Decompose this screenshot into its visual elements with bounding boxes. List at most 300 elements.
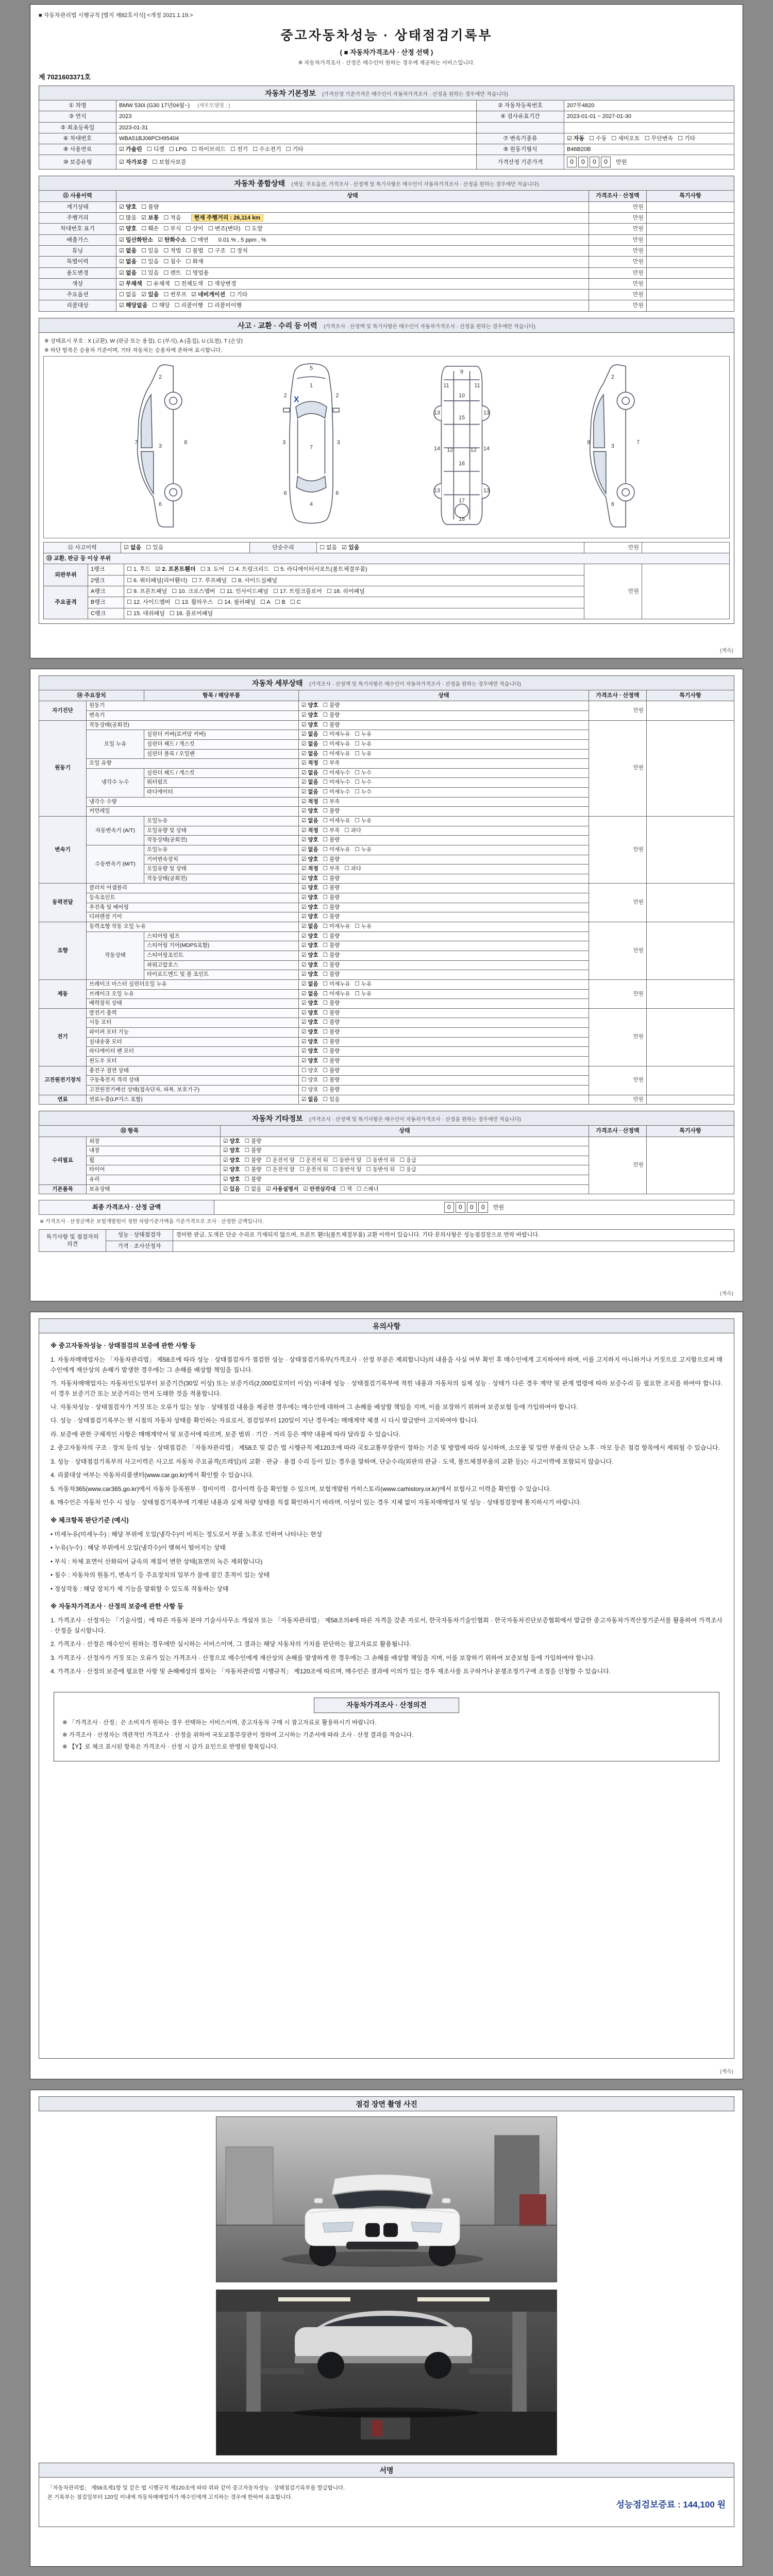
checkbox-option[interactable]: ☐ 7. 루프패널 <box>192 577 227 584</box>
section-photos-title: 점검 장면 촬영 사진 <box>356 2100 417 2108</box>
sub-group-label: 오일 누유 <box>87 730 144 759</box>
checkbox-option[interactable]: ☐ 4. 트렁크리드 <box>229 566 270 573</box>
checkbox-option[interactable]: ☐ 5. 라디에이터서포트(볼트체결부품) <box>274 566 367 573</box>
table-row <box>39 201 734 212</box>
price-unit: 만원 <box>616 159 627 166</box>
checkbox-option[interactable]: ☐ 불량 <box>323 1029 340 1036</box>
inspection-fee-value: 144,100 원 <box>683 2500 726 2510</box>
checkbox-option[interactable]: ☑ 양호 <box>223 1138 240 1144</box>
inspection-photo-front <box>216 2116 557 2282</box>
checkbox-option[interactable]: ☐ 불량 <box>323 1000 340 1007</box>
notice-block1 <box>51 1355 722 1507</box>
comprehensive-table <box>39 190 734 311</box>
checkbox-option[interactable]: ☐ 양호 <box>301 1077 318 1083</box>
checkbox-option[interactable]: ☑ 없음 <box>301 990 318 997</box>
checkbox-option[interactable]: ☐ 적법 <box>163 247 181 254</box>
checkbox-option[interactable]: ☐ A <box>260 599 271 606</box>
section-etc-title: 자동차 기타정보 <box>252 1114 303 1123</box>
checkbox-option[interactable]: ☐ 11. 인사이드패널 <box>220 588 268 595</box>
checkbox-option[interactable]: ☐ 있음 <box>323 1096 340 1103</box>
checkbox-option[interactable]: ☐ 불량 <box>244 1157 262 1163</box>
table-row <box>39 1200 734 1215</box>
checkbox-option[interactable]: ☐ 불량 <box>323 808 340 815</box>
checkbox-option[interactable]: ☐ 불량 <box>323 1067 340 1074</box>
checkbox-option[interactable]: ☐ 미세누유 <box>323 750 350 757</box>
checkbox-option[interactable]: ☐ 불량 <box>323 904 340 910</box>
checkbox-option[interactable]: ☐ 하이브리드 <box>191 146 226 153</box>
notice-paragraph: 2. 가격조사 · 산정은 매수인이 원하는 경우에만 실시하는 서비스이며, 그 결과는 해당 자동차의 가치를 판단하는 참고자료로 활용됩니다. <box>51 1640 411 1648</box>
checkbox-option[interactable]: ☑ 적정 <box>301 798 318 805</box>
checkbox-option[interactable]: ☑ 양호 <box>301 971 318 978</box>
checkbox-option[interactable]: ☐ 불량 <box>244 1166 262 1173</box>
year-value: 2023 <box>116 111 477 122</box>
table-row <box>39 1241 734 1251</box>
section-sign-header <box>39 2463 734 2478</box>
sign-area <box>39 2478 734 2527</box>
col-remark: 특기사항 <box>647 1126 734 1137</box>
checkbox-option[interactable]: ☐ 부족 <box>323 798 340 805</box>
checkbox-option[interactable]: ☐ 구조 <box>208 247 226 254</box>
price-cell: 만원 <box>589 816 647 883</box>
checkbox-option[interactable]: ☐ 불량 <box>323 894 340 901</box>
checkbox-option[interactable]: ☑ 양호 <box>301 721 318 728</box>
state-cell <box>299 989 589 999</box>
checkbox-option[interactable]: ☐ 누유 <box>355 750 372 757</box>
checkbox-option[interactable]: ☑ 양호 <box>301 856 318 862</box>
col-use-history: ⑪ 사용이력 <box>39 191 116 201</box>
checkbox-option[interactable]: ☐ 누유 <box>355 740 372 747</box>
checkbox-option[interactable]: ☐ 수소전기 <box>253 146 281 153</box>
checkbox-option[interactable]: ☑ 없음 <box>124 544 142 551</box>
price-cell: 만원 <box>589 224 647 234</box>
checkbox-option[interactable]: ☑ 양호 <box>301 837 318 843</box>
checkbox-option[interactable]: ☐ 18. 리어패널 <box>326 588 365 595</box>
checkbox-option[interactable]: ☐ 없음 <box>244 1185 262 1192</box>
checkbox-option[interactable]: ☑ 양호 <box>301 961 318 968</box>
checkbox-option[interactable]: ☐ 전기 <box>230 146 248 153</box>
checkbox-option[interactable]: ☐ 6. 쿼터패널(리어휀더) <box>127 577 188 584</box>
checkbox-option[interactable]: ☐ 누수 <box>355 789 372 795</box>
checkbox-option[interactable]: ☑ 적정 <box>301 827 318 834</box>
checkbox-option[interactable]: ☑ 양호 <box>301 942 318 949</box>
checkbox-option[interactable]: ☑ 없음 <box>301 769 318 776</box>
checkbox-option[interactable]: ☐ 불량 <box>323 1038 340 1045</box>
item-label: 변속기 <box>87 710 299 720</box>
section-notice-title: 유의사항 <box>372 1322 401 1330</box>
car-diagram-top-view <box>277 358 345 537</box>
checkbox-option[interactable]: ☐ 도말 <box>245 226 263 232</box>
price-cell: 만원 <box>589 1137 647 1194</box>
checkbox-option[interactable]: ☑ 일산화탄소 <box>119 236 154 243</box>
checkbox-option[interactable]: ☑ 양호 <box>301 1048 318 1055</box>
checkbox-option[interactable]: ☐ 적음 <box>163 215 181 222</box>
table-header-row <box>39 690 734 701</box>
remark-cell <box>647 257 734 267</box>
checkbox-option[interactable]: ☑ 없음 <box>301 980 318 987</box>
part-number: 6 <box>283 490 287 497</box>
remark-cell <box>642 564 729 619</box>
item-label: 타이어 <box>87 1165 221 1175</box>
checkbox-option[interactable]: ☐ 미세누유 <box>323 731 350 738</box>
checkbox-option[interactable]: ☐ 운전석 앞 <box>266 1166 295 1173</box>
checkbox-option[interactable]: ☑ 안전삼각대 <box>303 1185 336 1192</box>
checkbox-option[interactable]: ☑ 양호 <box>223 1176 240 1183</box>
checkbox-option[interactable]: ☑ 양호 <box>301 875 318 882</box>
checkbox-option[interactable]: ☐ 상이 <box>186 226 204 232</box>
checkbox-option[interactable]: ☐ 리콜미이행 <box>208 302 242 309</box>
transmission-options <box>564 133 734 144</box>
checkbox-option[interactable]: ☑ 해당없음 <box>119 302 148 309</box>
checkbox-option[interactable]: ☑ 없음 <box>301 740 318 747</box>
checkbox-option[interactable]: ☐ 해당 <box>152 302 170 309</box>
part-number: 13 <box>483 487 490 494</box>
checkbox-option[interactable]: ☐ 미세누유 <box>323 980 350 987</box>
checkbox-option[interactable]: ☐ 무단변속 <box>644 135 674 142</box>
checkbox-option[interactable]: ☑ 양호 <box>223 1147 240 1154</box>
checkbox-option[interactable]: ☐ 수동 <box>589 135 607 142</box>
checkbox-option[interactable]: ☐ 부족 <box>323 827 340 834</box>
checkbox-option[interactable]: ☐ 누수 <box>355 769 372 776</box>
checkbox-option[interactable]: ☑ 양호 <box>301 711 318 718</box>
checkbox-option[interactable]: ☑ 탄화수소 <box>158 236 187 243</box>
checkbox-option[interactable]: ☑ 없음 <box>301 731 318 738</box>
checkbox-option[interactable]: ☐ LPG <box>169 146 187 153</box>
checkbox-option[interactable]: ☐ 색상변경 <box>208 280 237 287</box>
checkbox-option[interactable]: ☐ 매연 <box>191 236 209 243</box>
checkbox-option[interactable]: ☐ 영업용 <box>186 269 209 276</box>
checkbox-option[interactable]: ☑ 가솔린 <box>119 146 142 153</box>
checkbox-option[interactable]: ☐ 불량 <box>323 1019 340 1026</box>
checkbox-option[interactable]: ☑ 네비게이션 <box>191 292 226 298</box>
checkbox-option[interactable]: ☑ 양호 <box>119 226 137 232</box>
device-group-label: 변속기 <box>39 816 87 883</box>
checkbox-option[interactable]: ☐ 불량 <box>323 1086 340 1093</box>
car-name-value <box>116 100 477 111</box>
notice-block2 <box>51 1530 722 1594</box>
checkbox-option[interactable]: ☐ 훼손 <box>141 226 159 232</box>
state-cell <box>299 768 589 778</box>
checkbox-option[interactable]: ☐ 세미오토 <box>611 135 640 142</box>
price-cell: 만원 <box>589 278 647 289</box>
checkbox-option[interactable]: ☐ 있음 <box>141 269 159 276</box>
checkbox-option[interactable]: ☐ 동반석 뒤 <box>366 1166 395 1173</box>
checkbox-option[interactable]: ☐ 전체도색 <box>174 280 204 287</box>
checkbox-option[interactable]: ☑ 양호 <box>301 933 318 939</box>
checkbox-option[interactable]: ☐ 부족 <box>323 760 340 767</box>
checkbox-option[interactable]: ☑ 2. 프론트휀더 <box>155 566 196 573</box>
device-group-label: 조향 <box>39 922 87 980</box>
price-cell: 만원 <box>589 290 647 300</box>
checkbox-option[interactable]: ☐ 9. 프론트패널 <box>127 588 167 595</box>
checkbox-option[interactable]: ☐ 있음 <box>141 259 159 265</box>
checkbox-option[interactable]: ☑ 양호 <box>301 952 318 958</box>
price-cell: 만원 <box>589 1008 647 1066</box>
checkbox-option[interactable]: ☑ 적정 <box>301 760 318 767</box>
checkbox-option[interactable]: ☐ 과다 <box>344 866 361 872</box>
item-label: 오일 유량 <box>87 759 299 769</box>
checkbox-option[interactable]: ☐ 13. 휠하우스 <box>175 599 213 606</box>
checkbox-option[interactable]: ☑ 없음 <box>119 259 137 265</box>
checkbox-option[interactable]: ☐ 불량 <box>244 1147 262 1154</box>
checkbox-option[interactable]: ☐ 12. 사이드멤버 <box>127 599 171 606</box>
item-label: 용도변경 <box>39 267 116 278</box>
checkbox-option[interactable]: ☐ 유채색 <box>146 280 170 287</box>
checkbox-option[interactable]: ☐ 응급 <box>399 1166 417 1173</box>
checkbox-option[interactable]: ☐ 운전석 뒤 <box>299 1157 328 1163</box>
checkbox-option[interactable]: ☑ 있음 <box>141 292 159 298</box>
item-label: 라디에이터 팬 모터 <box>87 1047 299 1057</box>
checkbox-option[interactable]: ☑ 양호 <box>223 1166 240 1173</box>
checkbox-option[interactable]: ☐ 불량 <box>323 1077 340 1083</box>
price-cell: 만원 <box>589 1095 647 1105</box>
checkbox-option[interactable]: ☑ 양호 <box>301 1019 318 1026</box>
notice-paragraph: • 부식 : 차체 표면이 산화되어 금속의 재질이 변한 상태(표면의 녹은 제외합니다) <box>51 1557 263 1565</box>
checkbox-option[interactable]: ☐ 10. 크로스멤버 <box>172 588 215 595</box>
base-price-label: 가격산정 기준가격 <box>477 155 564 170</box>
checkbox-option[interactable]: ☐ 보험사보증 <box>152 159 187 165</box>
item-label: 차대번호 표기 <box>39 224 116 234</box>
checkbox-option[interactable]: ☐ 불량 <box>323 942 340 949</box>
part-number: 1 <box>309 382 313 389</box>
table-row <box>39 122 734 133</box>
part-number: 16 <box>459 460 465 467</box>
checkbox-option[interactable]: ☐ 불량 <box>323 952 340 958</box>
checkbox-option[interactable]: ☑ 없음 <box>119 269 137 276</box>
checkbox-option[interactable]: ☑ 사용설명서 <box>266 1185 299 1192</box>
notice-body <box>39 1333 734 2059</box>
checkbox-option[interactable]: ☑ 없음 <box>301 817 318 824</box>
checkbox-option[interactable]: ☐ 미세누수 <box>323 769 350 776</box>
checkbox-option[interactable]: ☐ 16. 플로어패널 <box>169 610 213 617</box>
price-digit: 0 <box>567 157 577 167</box>
item-label: 브레이크 마스터 실린더오일 누유 <box>87 979 299 989</box>
checkbox-option[interactable]: ☐ 미세누수 <box>323 789 350 795</box>
checkbox-option[interactable]: ☑ 양호 <box>223 1157 240 1163</box>
state-cell <box>299 816 589 826</box>
simple-repair-label: 단순수리 <box>250 542 317 553</box>
checkbox-option[interactable]: ☐ 불량 <box>323 971 340 978</box>
checkbox-option[interactable]: ☑ 양호 <box>301 1058 318 1064</box>
checkbox-option[interactable]: ☐ 있음 <box>146 544 164 551</box>
part-number: 17 <box>459 497 465 504</box>
checkbox-option[interactable]: ☐ 불량 <box>323 1048 340 1055</box>
item-label: 오일유량 및 상태 <box>144 826 299 836</box>
item-label: 워터펌프 <box>144 778 299 788</box>
checkbox-option[interactable]: ☐ 많음 <box>119 215 137 222</box>
checkbox-option[interactable]: ☐ 누유 <box>355 731 372 738</box>
checkbox-option[interactable]: ☐ 불량 <box>323 702 340 709</box>
checkbox-option[interactable]: ☑ 없음 <box>119 247 137 254</box>
state-cell <box>116 234 589 245</box>
section-accident <box>39 318 734 624</box>
checkbox-option[interactable]: ☐ 스패너 <box>356 1185 379 1192</box>
table-row <box>39 133 734 144</box>
state-cell <box>299 807 589 817</box>
state-cell <box>299 788 589 798</box>
checkbox-option[interactable]: ☐ 불량 <box>323 837 340 843</box>
checkbox-option[interactable]: ☐ 불량 <box>323 961 340 968</box>
checkbox-option[interactable]: ☑ 양호 <box>301 904 318 910</box>
checkbox-option[interactable]: ☐ 기타 <box>230 292 248 298</box>
checkbox-option[interactable]: ☐ 불량 <box>323 1058 340 1064</box>
checkbox-option[interactable]: ☐ 불법 <box>186 247 204 254</box>
checkbox-option[interactable]: ☐ B <box>275 599 285 606</box>
checkbox-option[interactable]: ☐ 없음 <box>320 544 338 551</box>
extra-value: 0.01 % , 5 ppm , % <box>218 236 266 243</box>
checkbox-option[interactable]: ☐ 누유 <box>355 990 372 997</box>
checkbox-option[interactable]: ☐ 8. 사이드실패널 <box>231 577 278 584</box>
checkbox-option[interactable]: ☐ 누유 <box>355 923 372 930</box>
checkbox-option[interactable]: ☐ 미세누수 <box>323 779 350 786</box>
checkbox-option[interactable]: ☐ 동반석 뒤 <box>366 1157 395 1163</box>
checkbox-option[interactable]: ☑ 양호 <box>301 913 318 920</box>
checkbox-option[interactable]: ☐ 침수 <box>163 259 181 265</box>
checkbox-option[interactable]: ☐ 렌트 <box>163 269 181 276</box>
checkbox-option[interactable]: ☑ 없음 <box>301 846 318 853</box>
final-price-value <box>214 1200 734 1215</box>
remark-cell <box>647 701 734 720</box>
state-cell <box>116 300 589 311</box>
item-label: 실린더 헤드 / 개스킷 <box>144 739 299 749</box>
checkbox-option[interactable]: ☐ 잭 <box>340 1185 352 1192</box>
checkbox-option[interactable]: ☐ 3. 도어 <box>200 566 225 573</box>
checkbox-option[interactable]: ☐ 15. 대쉬패널 <box>127 610 165 617</box>
checkbox-option[interactable]: ☑ 없음 <box>301 923 318 930</box>
checkbox-option[interactable]: ☐ 누수 <box>355 779 372 786</box>
table-row <box>39 144 734 155</box>
notice-paragraph: • 누유(누수) : 해당 부위에서 오일(냉각수)이 맺혀서 떨어지는 상태 <box>51 1544 226 1552</box>
checkbox-option[interactable]: ☐ 불량 <box>323 913 340 920</box>
checkbox-option[interactable]: ☐ 불량 <box>323 711 340 718</box>
state-cell <box>221 1137 589 1146</box>
checkbox-option[interactable]: ☐ 불량 <box>244 1176 262 1183</box>
state-cell <box>299 1085 589 1095</box>
remark-cell <box>647 979 734 1008</box>
checkbox-option[interactable]: ☐ 운전석 앞 <box>266 1157 295 1163</box>
checkbox-option[interactable]: ☐ 미세누유 <box>323 846 350 853</box>
page-continued-note: (계속) <box>720 648 733 654</box>
item-label: 타이로드엔드 및 볼 조인트 <box>144 970 299 980</box>
checkbox-option[interactable]: ☐ 불량 <box>323 856 340 862</box>
checkbox-option[interactable]: ☑ 무채색 <box>119 280 142 287</box>
remark-cell <box>647 1008 734 1066</box>
checkbox-option[interactable]: ☑ 자가보증 <box>119 159 148 165</box>
checkbox-option[interactable]: ☑ 적정 <box>301 866 318 872</box>
checkbox-option[interactable]: ☐ 장치 <box>230 247 248 254</box>
checkbox-option[interactable]: ☐ 운전석 뒤 <box>299 1166 328 1173</box>
checkbox-option[interactable]: ☐ 불량 <box>141 204 159 210</box>
checkbox-option[interactable]: ☐ 없음 <box>119 292 137 298</box>
item-label: B랭크 <box>88 597 124 608</box>
checkbox-option[interactable]: ☐ 1. 후드 <box>127 566 151 573</box>
checkbox-option[interactable]: ☐ 양호 <box>301 1067 318 1074</box>
checkbox-option[interactable]: ☑ 양호 <box>301 702 318 709</box>
col-item: ⑮ 항목 <box>39 1126 221 1137</box>
checkbox-option[interactable]: ☑ 양호 <box>301 885 318 891</box>
checkbox-option[interactable]: ☐ 미세누유 <box>323 817 350 824</box>
checkbox-option[interactable]: ☑ 양호 <box>301 1029 318 1036</box>
checkbox-option[interactable]: ☐ 불량 <box>323 1009 340 1016</box>
checkbox-option[interactable]: ☐ 변조(변타) <box>208 226 241 232</box>
inspection-value: 2023-01-01 ~ 2027-01-30 <box>564 111 734 122</box>
part-number: 14 <box>434 445 441 452</box>
checkbox-option[interactable]: ☑ 자동 <box>567 135 585 142</box>
checkbox-option[interactable]: ☐ 화재 <box>186 259 204 265</box>
item-label: 발전기 출력 <box>87 1008 299 1018</box>
checkbox-option[interactable]: ☑ 있음 <box>223 1185 240 1192</box>
device-group-label: 기본품목 <box>39 1184 87 1194</box>
checkbox-option[interactable]: ☐ 불량 <box>323 875 340 882</box>
state-cell <box>221 1175 589 1185</box>
checkbox-option[interactable]: ☐ 불량 <box>323 933 340 939</box>
table-row <box>39 290 734 300</box>
state-cell <box>299 970 589 980</box>
checkbox-option[interactable]: ☑ 없음 <box>301 750 318 757</box>
table-row <box>39 224 734 234</box>
checkbox-option[interactable]: ☐ 누유 <box>355 980 372 987</box>
item-label: 외장 <box>87 1137 221 1146</box>
checkbox-option[interactable]: ☐ 누유 <box>355 846 372 853</box>
checkbox-option[interactable]: ☐ 불량 <box>244 1138 262 1144</box>
checkbox-option[interactable]: ☑ 있음 <box>342 544 360 551</box>
item-label: 내장 <box>87 1146 221 1156</box>
transmission-label: ⑦ 변속기종류 <box>477 133 564 144</box>
checkbox-option[interactable]: ☑ 없음 <box>301 779 318 786</box>
price-digit: 0 <box>578 157 588 167</box>
checkbox-option[interactable]: ☐ 불량 <box>323 721 340 728</box>
checkbox-option[interactable]: ☑ 없음 <box>301 789 318 795</box>
checkbox-option[interactable]: ☑ 없음 <box>301 1096 318 1103</box>
checkbox-option[interactable]: ☐ 부족 <box>323 866 340 872</box>
checkbox-option[interactable]: ☑ 보통 <box>141 215 159 222</box>
checkbox-option[interactable]: ☐ 부식 <box>163 226 181 232</box>
checkbox-option[interactable]: ☑ 양호 <box>301 1000 318 1007</box>
checkbox-option[interactable]: ☑ 양호 <box>301 1009 318 1016</box>
checkbox-option[interactable]: ☐ 동반석 앞 <box>332 1157 362 1163</box>
checkbox-option[interactable]: ☐ 과다 <box>344 827 361 834</box>
checkbox-option[interactable]: ☐ 동반석 앞 <box>332 1166 362 1173</box>
checkbox-option[interactable]: ☑ 양호 <box>301 1038 318 1045</box>
checkbox-option[interactable]: ☐ 있음 <box>141 247 159 254</box>
checkbox-option[interactable]: ☑ 양호 <box>119 204 137 210</box>
checkbox-option[interactable]: ☐ 미세누유 <box>323 740 350 747</box>
checkbox-option[interactable]: ☐ 17. 트렁크플로어 <box>273 588 322 595</box>
document-number: 제 7021603371호 <box>39 73 91 81</box>
checkbox-option[interactable]: ☐ 14. 필러패널 <box>217 599 256 606</box>
checkbox-option[interactable]: ☐ 썬루프 <box>163 292 187 298</box>
checkbox-option[interactable]: ☐ 기타 <box>678 135 696 142</box>
checkbox-option[interactable]: ☐ 불량 <box>323 885 340 891</box>
table-row <box>39 155 734 170</box>
checkbox-option[interactable]: ☐ 양호 <box>301 1086 318 1093</box>
checkbox-option[interactable]: ☐ 미세누유 <box>323 990 350 997</box>
checkbox-option[interactable]: ☑ 양호 <box>301 894 318 901</box>
checkbox-option[interactable]: ☐ 리콜이행 <box>174 302 204 309</box>
checkbox-option[interactable]: ☑ 양호 <box>301 808 318 815</box>
sub-group-label: 자동변속기 (A/T) <box>87 816 144 845</box>
table-row <box>39 257 734 267</box>
checkbox-option[interactable]: ☐ 누유 <box>355 817 372 824</box>
device-group-label: 자기진단 <box>39 701 87 720</box>
year-label: ③ 연식 <box>39 111 116 122</box>
checkbox-option[interactable]: ☐ 미세누유 <box>323 923 350 930</box>
checkbox-option[interactable]: ☐ 디젤 <box>146 146 164 153</box>
checkbox-option[interactable]: ☐ 응급 <box>399 1157 417 1163</box>
mark-legend-2: ※ 하단 항목은 승용차 기준이며, 기타 자동차는 승용차에 준하여 표시합니다. <box>44 347 223 353</box>
state-cell <box>299 720 589 730</box>
checkbox-option[interactable]: ☐ 기타 <box>285 146 304 153</box>
checkbox-option[interactable]: ☐ C <box>290 599 301 606</box>
